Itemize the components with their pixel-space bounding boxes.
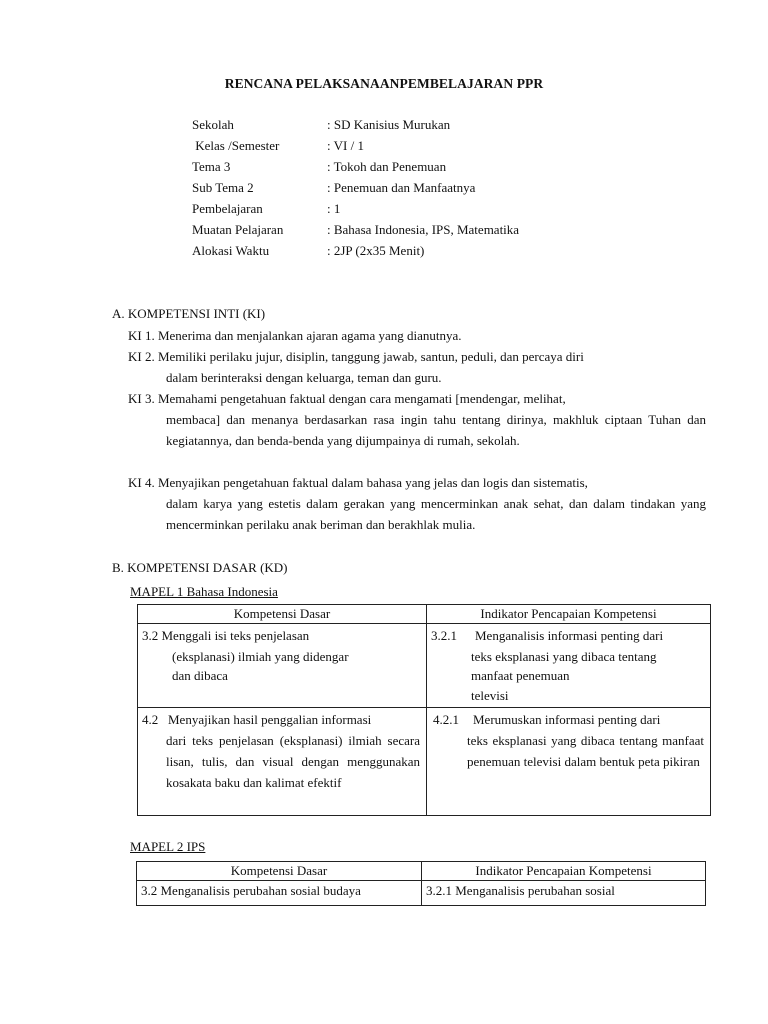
ki-text: KI 2. Memiliki perilaku jujur, disiplin, tanggung jawab, santun, peduli, dan percaya diri bbox=[128, 349, 584, 364]
mapel-2-title: MAPEL 2 IPS bbox=[130, 839, 206, 854]
identity-label: Muatan Pelajaran bbox=[192, 222, 284, 237]
identity-value: : 1 bbox=[327, 201, 341, 216]
ki-text: KI 3. Memahami pengetahuan faktual dengan cara mengamati [mendengar, melihat, bbox=[128, 391, 566, 406]
identity-label: Alokasi Waktu bbox=[192, 243, 270, 258]
identity-label: Pembelajaran bbox=[192, 201, 263, 216]
section-a-heading: A. KOMPETENSI INTI (KI) bbox=[112, 306, 266, 321]
ki-item-3 bbox=[128, 388, 706, 451]
ki-text-continued: dalam berinteraksi dengan keluarga, teman dan guru. bbox=[166, 370, 442, 385]
header-kompetensi-dasar: Kompetensi Dasar bbox=[138, 605, 427, 624]
identity-value: : Penemuan dan Manfaatnya bbox=[327, 180, 476, 195]
kd-table-bahasa-indonesia bbox=[137, 604, 711, 816]
table-header-row bbox=[138, 605, 711, 624]
ki-item-2 bbox=[128, 346, 706, 388]
table-row bbox=[138, 708, 711, 816]
ki-text: KI 4. Menyajikan pengetahuan faktual dalam bahasa yang jelas dan logis dan sistematis, bbox=[128, 475, 588, 490]
header-indikator: Indikator Pencapaian Kompetensi bbox=[422, 862, 706, 881]
kd-text-continued: (eksplanasi) ilmiah yang didengar bbox=[172, 649, 349, 664]
indicator-text-continued-2: manfaat penemuan bbox=[471, 668, 570, 683]
kd-cell: 3.2 Menganalisis perubahan sosial budaya bbox=[137, 881, 422, 906]
indicator-text-continued: teks eksplanasi yang dibaca tentang bbox=[471, 649, 657, 664]
identity-value: : Bahasa Indonesia, IPS, Matematika bbox=[327, 222, 520, 237]
kd-text: Menyajikan hasil penggalian informasi bbox=[168, 712, 372, 727]
kd-text-continued: dari teks penjelasan (eksplanasi) ilmiah secara lisan, tulis, dan visual dengan menggunakan kosakata baku dan kalimat efektif bbox=[166, 733, 420, 790]
identity-label: Kelas /Semester bbox=[192, 138, 280, 153]
mapel-1-title: MAPEL 1 Bahasa Indonesia bbox=[130, 584, 278, 599]
kd-number: 3.2 bbox=[142, 628, 159, 643]
ki-item-1 bbox=[128, 325, 706, 346]
section-b-heading: B. KOMPETENSI DASAR (KD) bbox=[112, 560, 288, 575]
identity-value: : SD Kanisius Murukan bbox=[327, 117, 451, 132]
ki-text-continued: membaca] dan menanya berdasarkan rasa ingin tahu tentang dirinya, makhluk ciptaan Tuhan dan kegiatannya, dan benda-benda yang dijumpainya di rumah, sekolah. bbox=[166, 412, 706, 448]
identity-value: : Tokoh dan Penemuan bbox=[327, 159, 447, 174]
ki-text-continued: dalam karya yang estetis dalam gerakan yang mencerminkan anak sehat, dan dalam tindakan yang mencerminkan perilaku anak beriman dan berakhlak mulia. bbox=[166, 496, 706, 532]
ki-item-4 bbox=[128, 472, 706, 535]
indicator-cell: 3.2.1 Menganalisis perubahan sosial bbox=[422, 881, 706, 906]
header-indikator: Indikator Pencapaian Kompetensi bbox=[427, 605, 711, 624]
indicator-number: 4.2.1 bbox=[433, 712, 459, 727]
identity-label: Sekolah bbox=[192, 117, 234, 132]
identity-label: Tema 3 bbox=[192, 159, 231, 174]
table-header-row bbox=[137, 862, 706, 881]
kd-cell bbox=[138, 624, 427, 708]
indicator-cell bbox=[427, 624, 711, 708]
indicator-text-continued: teks eksplanasi yang dibaca tentang manfaat penemuan televisi dalam bentuk peta pikiran bbox=[467, 733, 704, 769]
kd-table-ips bbox=[136, 861, 706, 906]
kd-cell bbox=[138, 708, 427, 816]
indicator-text: Merumuskan informasi penting dari bbox=[473, 712, 661, 727]
identity-value: : 2JP (2x35 Menit) bbox=[327, 243, 425, 258]
table-row bbox=[137, 881, 706, 906]
kd-number: 4.2 bbox=[142, 712, 159, 727]
document-title: RENCANA PELAKSANAANPEMBELAJARAN PPR bbox=[224, 76, 544, 91]
table-row bbox=[138, 624, 711, 708]
ki-text: KI 1. Menerima dan menjalankan ajaran agama yang dianutnya. bbox=[128, 328, 462, 343]
indicator-cell bbox=[427, 708, 711, 816]
indicator-text: Menganalisis informasi penting dari bbox=[475, 628, 664, 643]
identity-label: Sub Tema 2 bbox=[192, 180, 254, 195]
identity-value: : VI / 1 bbox=[327, 138, 364, 153]
kd-text: Menggali isi teks penjelasan bbox=[161, 628, 310, 643]
header-kompetensi-dasar: Kompetensi Dasar bbox=[137, 862, 422, 881]
kd-text-continued-2: dan dibaca bbox=[172, 668, 228, 683]
indicator-number: 3.2.1 bbox=[431, 628, 457, 643]
indicator-text-continued-3: televisi bbox=[471, 688, 509, 703]
